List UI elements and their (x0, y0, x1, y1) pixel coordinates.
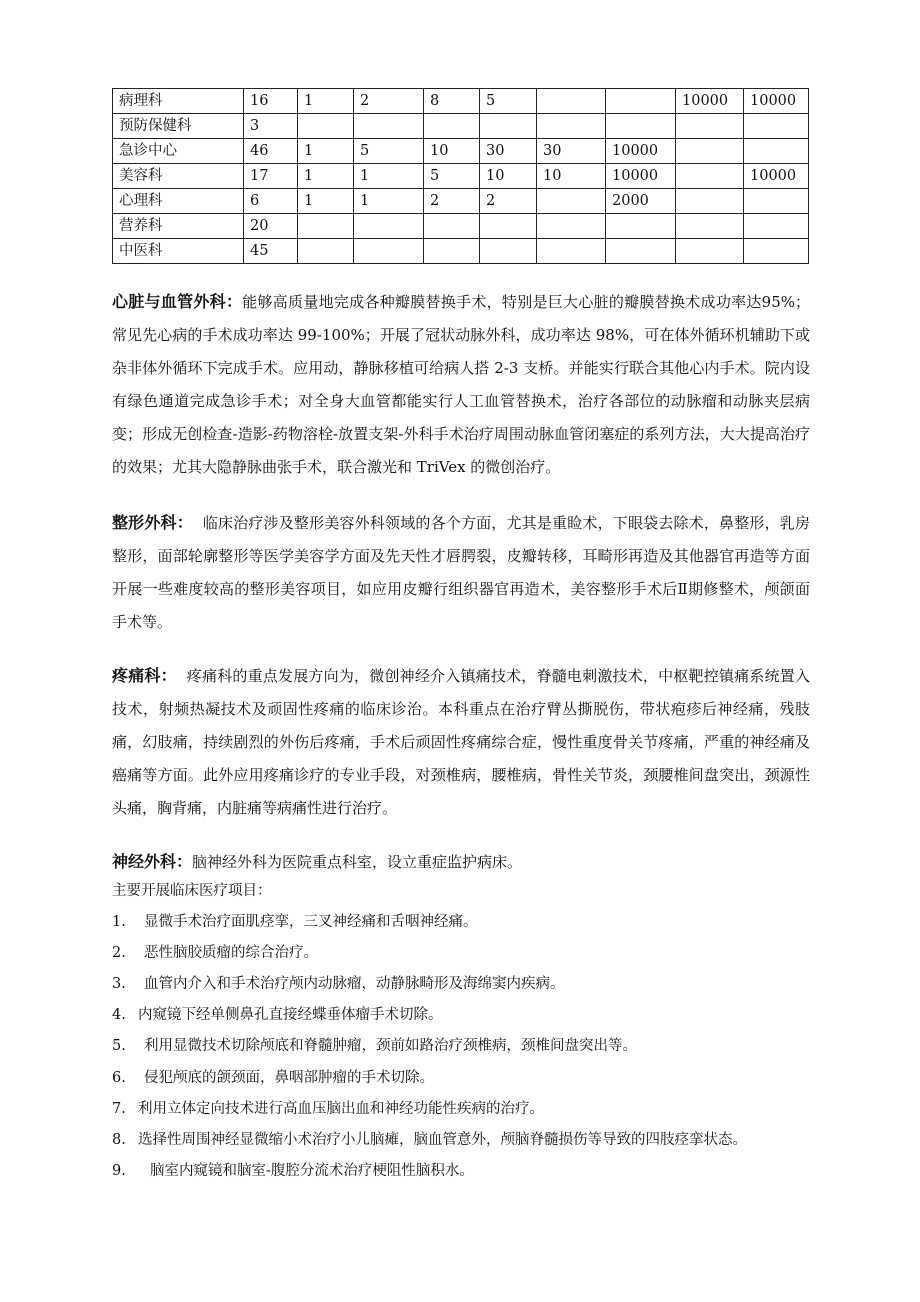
table-row (113, 189, 809, 214)
table-cell: 2 (354, 89, 424, 114)
project-item (112, 1094, 822, 1125)
project-item (112, 1125, 822, 1156)
department-name-cell: 营养科 (113, 214, 244, 239)
table-cell: 1 (298, 164, 354, 189)
table-cell (354, 214, 424, 239)
department-name-cell: 心理科 (113, 189, 244, 214)
project-item (112, 938, 822, 969)
table-row (113, 114, 809, 139)
table-cell (606, 239, 676, 264)
table-cell: 3 (244, 114, 298, 139)
department-name-cell: 美容科 (113, 164, 244, 189)
table-cell (424, 239, 480, 264)
section-body: 能够高质量地完成各种瓣膜替换手术，特别是巨大心脏的瓣膜替换术成功率达95%；常见先心病的手术成功率达 99-100%；开展了冠状动脉外科，成功率达 98%，可在体外循环机辅助下或杂非体外循环下完成手术。应用动，静脉移植可给病人搭 2-3 支桥。并能实行联合其他心内手术。院内设有绿色通道完成急诊手术；对全身大血管都能实行人工血管替换术，治疗各部位的动脉瘤和动脉夹层病变；形成无创检查-造影-药物溶栓-放置支架-外科手术治疗周围动脉血管闭塞症的系列方法，大大提高治疗的效果；尤其大隐静脉曲张手术，联合激光和 TriVex 的微创治疗。 (112, 293, 810, 476)
section-heading: 整形外科： (112, 513, 193, 532)
table-cell: 16 (244, 89, 298, 114)
table-cell: 30 (537, 139, 606, 164)
item-text: 血管内介入和手术治疗颅内动脉瘤，动静脉畸形及海绵窦内疾病。 (144, 976, 565, 993)
table-cell: 10000 (606, 164, 676, 189)
table-cell (298, 239, 354, 264)
table-cell: 2000 (606, 189, 676, 214)
table-cell: 5 (480, 89, 537, 114)
table-cell (480, 114, 537, 139)
item-number: 7. (112, 1100, 126, 1117)
table-cell (676, 214, 744, 239)
table-cell: 10 (480, 164, 537, 189)
table-row (113, 214, 809, 239)
project-item (112, 1000, 822, 1031)
item-number: 8. (112, 1131, 126, 1148)
table-cell (480, 239, 537, 264)
department-name-cell: 预防保健科 (113, 114, 244, 139)
section-body: 疼痛科的重点发展方向为，微创神经介入镇痛技术，脊髓电刺激技术，中枢靶控镇痛系统置入技术，射频热凝技术及顽固性疼痛的临床诊治。本科重点在治疗臂丛撕脱伤，带状疱疹后神经痛，残肢痛，幻肢痛，持续剧烈的外伤后疼痛，手术后顽固性疼痛综合症，慢性重度骨关节疼痛，严重的神经痛及癌痛等方面。此外应用疼痛诊疗的专业手段，对颈椎病，腰椎病，骨性关节炎，颈腰椎间盘突出，颈源性头痛，胸背痛，内脏痛等病痛性进行治疗。 (112, 667, 810, 817)
table-cell (676, 114, 744, 139)
table-cell: 10000 (744, 164, 809, 189)
table-cell: 30 (480, 139, 537, 164)
table-cell: 10000 (606, 139, 676, 164)
table-cell (744, 189, 809, 214)
item-text: 显微手术治疗面肌痉挛，三叉神经痛和舌咽神经痛。 (144, 914, 478, 931)
table-cell: 17 (244, 164, 298, 189)
table-cell (354, 114, 424, 139)
item-number: 1. (112, 914, 126, 931)
table-cell: 10000 (676, 89, 744, 114)
project-item (112, 1031, 822, 1062)
table-cell (354, 239, 424, 264)
table-cell: 46 (244, 139, 298, 164)
table-cell (606, 89, 676, 114)
section-body: 临床治疗涉及整形美容外科领域的各个方面，尤其是重睑术，下眼袋去除术，鼻整形，乳房整形，面部轮廓整形等医学美容学方面及先天性才唇腭裂，皮瓣转移，耳畸形再造及其他器官再造等方面开展一些难度较高的整形美容项目，如应用皮瓣行组织器官再造术，美容整形手术后Ⅱ期修整术，颅颌面手术等。 (112, 514, 810, 631)
table-cell: 2 (424, 189, 480, 214)
item-number: 3. (112, 976, 126, 993)
table-cell (537, 89, 606, 114)
department-name-cell: 中医科 (113, 239, 244, 264)
table-row (113, 139, 809, 164)
project-item (112, 1156, 822, 1187)
table-cell (537, 214, 606, 239)
section-cardiac (112, 285, 810, 484)
table-cell (298, 114, 354, 139)
project-items (112, 907, 822, 1187)
project-item (112, 907, 822, 938)
item-number: 6. (112, 1069, 126, 1086)
project-item (112, 1063, 822, 1094)
item-text: 侵犯颅底的颌颈面，鼻咽部肿瘤的手术切除。 (144, 1069, 434, 1086)
table-cell: 2 (480, 189, 537, 214)
table-cell: 8 (424, 89, 480, 114)
table-cell: 1 (298, 89, 354, 114)
table-cell: 6 (244, 189, 298, 214)
item-text: 脑室内窥镜和脑室-腹腔分流术治疗梗阻性脑积水。 (150, 1162, 474, 1179)
project-item (112, 969, 822, 1000)
table-row (113, 164, 809, 189)
table-cell (606, 214, 676, 239)
item-text: 恶性脑胶质瘤的综合治疗。 (144, 945, 318, 962)
item-text: 内窥镜下经单侧鼻孔直接经蝶垂体瘤手术切除。 (138, 1007, 443, 1024)
table-cell (676, 189, 744, 214)
item-text: 利用显微技术切除颅底和脊髓肿瘤，颈前如路治疗颈椎病，颈椎间盘突出等。 (144, 1038, 637, 1055)
table-cell (744, 239, 809, 264)
table-row (113, 239, 809, 264)
section-heading: 神经外科： (112, 852, 193, 871)
table-cell (744, 114, 809, 139)
item-text: 利用立体定向技术进行高血压脑出血和神经功能性疾病的治疗。 (138, 1100, 544, 1117)
section-body: 脑神经外科为医院重点科室，设立重症监护病床。 (192, 853, 523, 871)
table-cell: 5 (354, 139, 424, 164)
table-cell: 20 (244, 214, 298, 239)
table-cell: 45 (244, 239, 298, 264)
table-cell (676, 164, 744, 189)
section-pain (112, 659, 810, 825)
table-cell: 10000 (744, 89, 809, 114)
table-cell (744, 214, 809, 239)
table-cell (537, 114, 606, 139)
table-cell: 1 (298, 139, 354, 164)
item-number: 2. (112, 945, 126, 962)
department-table (112, 88, 809, 264)
table-cell (537, 189, 606, 214)
table-cell (606, 114, 676, 139)
table-cell (424, 214, 480, 239)
section-neuro (112, 845, 810, 879)
table-cell: 10 (424, 139, 480, 164)
department-name-cell: 急诊中心 (113, 139, 244, 164)
item-number: 4. (112, 1007, 126, 1024)
table-cell (676, 139, 744, 164)
table-cell: 10 (537, 164, 606, 189)
table-body (113, 89, 809, 264)
table-cell: 1 (298, 189, 354, 214)
table-cell (480, 214, 537, 239)
project-intro: 主要开展临床医疗项目： (112, 883, 272, 899)
table-cell: 1 (354, 189, 424, 214)
table-cell: 1 (354, 164, 424, 189)
section-heading: 疼痛科： (112, 666, 177, 685)
table-cell (298, 214, 354, 239)
section-plastic (112, 506, 810, 639)
table-cell: 5 (424, 164, 480, 189)
table-cell (676, 239, 744, 264)
table-cell (744, 139, 809, 164)
table-cell (537, 239, 606, 264)
department-name-cell: 病理科 (113, 89, 244, 114)
project-list (112, 876, 822, 1187)
item-number: 5. (112, 1038, 126, 1055)
item-text: 选择性周围神经显微缩小术治疗小儿脑瘫，脑血管意外，颅脑脊髓损伤等导致的四肢痉挛状态。 (138, 1131, 747, 1148)
table-row (113, 89, 809, 114)
section-heading: 心脏与血管外科： (112, 292, 243, 311)
table-cell (424, 114, 480, 139)
item-number: 9. (112, 1162, 126, 1179)
